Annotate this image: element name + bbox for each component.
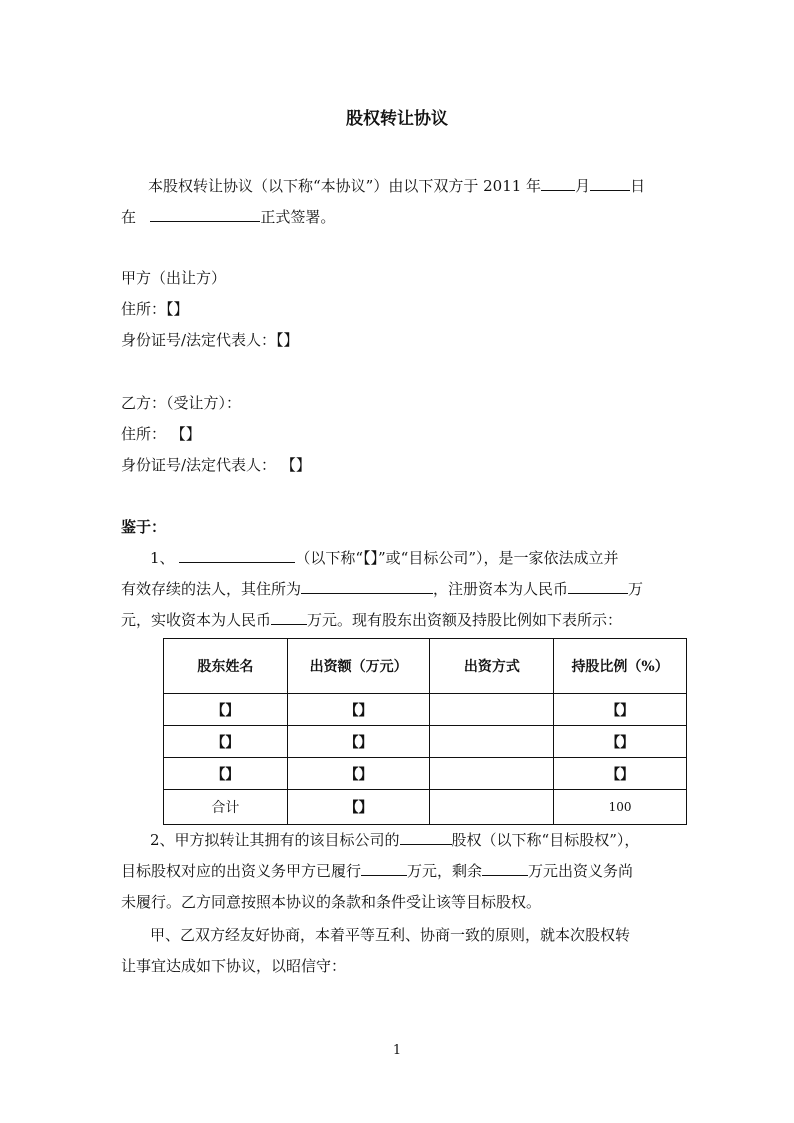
cell-name: 【】 [164,758,288,790]
header-contribution-amount: 出资额（万元） [287,639,430,694]
party-a-id: 身份证号/法定代表人：【】 [121,331,299,349]
intro-text-2a: 在 [121,208,137,226]
cell-method [430,726,554,758]
month-blank [541,176,575,191]
cell-total-amount: 【】 [287,790,430,825]
party-a-heading: 甲方（出让方） [121,269,227,287]
clause-1-text-2c: 万 [628,580,644,598]
company-name-blank [179,548,295,563]
table-row [164,758,687,790]
paid-in-capital-blank [271,610,307,625]
cell-method [430,758,554,790]
clause-2-line-2 [121,861,633,881]
intro-line-2 [121,207,335,227]
whereas-heading: 鉴于： [121,518,167,536]
table-row [164,694,687,726]
cell-ratio: 【】 [554,694,687,726]
clause-1-text-2a: 有效存续的法人，其住所为 [121,580,302,598]
clause-2-line-1 [150,830,639,850]
cell-amount: 【】 [287,694,430,726]
intro-line-1 [148,176,645,196]
cell-name: 【】 [164,726,288,758]
clause-1-text-3a: 元，实收资本为人民币 [121,611,272,629]
registered-capital-blank [568,579,628,594]
intro-text-1b: 月 [575,177,591,195]
document-title: 股权转让协议 [346,109,448,129]
header-shareholding-ratio: 持股比例（%） [554,639,687,694]
party-b-heading: 乙方：（受让方）： [121,394,242,412]
place-blank [150,207,260,222]
cell-ratio: 【】 [554,758,687,790]
party-b-id: 身份证号/法定代表人： 【】 [121,456,311,474]
party-b-address: 住所： 【】 [121,425,201,443]
clause-2-text-2a: 目标股权对应的出资义务甲方已履行 [121,862,362,880]
cell-name: 【】 [164,694,288,726]
cell-total-ratio: 100 [554,790,687,825]
header-contribution-method: 出资方式 [430,639,554,694]
intro-text-1a: 本股权转让协议（以下称“本协议”）由以下双方于 2011 年 [148,177,542,195]
fulfilled-amount-blank [361,861,407,876]
shareholder-table [163,638,687,825]
cell-amount: 【】 [287,758,430,790]
clause-1-text-3b: 万元。现有股东出资额及持股比例如下表所示： [307,611,623,629]
clause-1-line-3 [121,610,622,630]
company-address-blank [301,579,433,594]
clause-1-line-2 [121,579,643,599]
clause-2-text-1a: 2、甲方拟转让其拥有的该目标公司的 [150,831,400,849]
clause-2-text-2b: 万元，剩余 [407,862,483,880]
intro-text-2b: 正式签署。 [260,208,336,226]
clause-1-number: 1、 [150,549,175,567]
table-header-row [164,639,687,694]
cell-ratio: 【】 [554,726,687,758]
clause-3-line-1: 甲、乙双方经友好协商，本着平等互利、协商一致的原则，就本次股权转 [150,926,631,944]
table-total-row [164,790,687,825]
clause-2-line-3: 未履行。乙方同意按照本协议的条款和条件受让该等目标股权。 [121,893,542,911]
clause-1-line-1 [150,548,619,568]
equity-percent-blank [400,830,452,845]
remaining-amount-blank [482,861,528,876]
cell-total-label: 合计 [164,790,288,825]
cell-amount: 【】 [287,726,430,758]
clause-1-text-2b: ，注册资本为人民币 [433,580,569,598]
clause-2-text-1b: 股权（以下称“目标股权”）， [451,831,640,849]
page-number: 1 [392,1043,402,1058]
clause-1-text-1b: （以下称“【】”或“目标公司”），是一家依法成立并 [295,549,619,567]
intro-text-1c: 日 [630,177,646,195]
party-a-address: 住所：【】 [121,300,189,318]
cell-total-method [430,790,554,825]
header-shareholder-name: 股东姓名 [164,639,288,694]
table-row [164,726,687,758]
clause-2-text-2c: 万元出资义务尚 [528,862,634,880]
day-blank [590,176,630,191]
clause-3-line-2: 让事宜达成如下协议，以昭信守： [121,957,347,975]
cell-method [430,694,554,726]
